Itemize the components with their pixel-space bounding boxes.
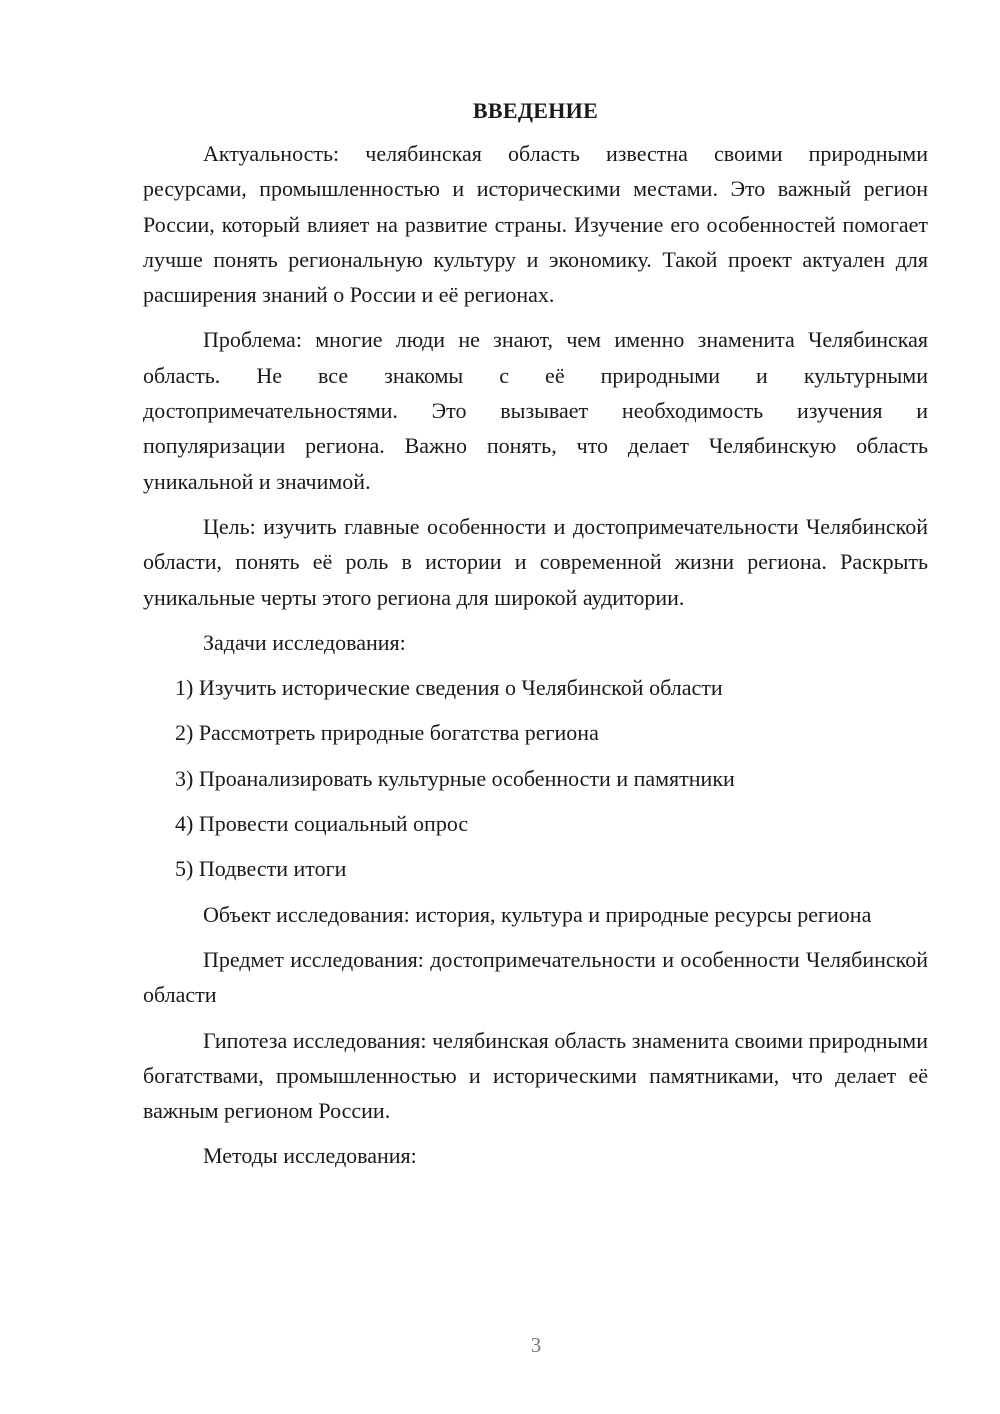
page-number: 3	[530, 1333, 542, 1357]
list-item: 4) Провести социальный опрос	[175, 811, 469, 837]
tasks-heading: Задачи исследования:	[203, 629, 406, 655]
document-body	[143, 96, 928, 1184]
object-paragraph: Объект исследования: история, культура и природные ресурсы региона	[203, 901, 872, 927]
list-item: 1) Изучить исторические сведения о Челябинской области	[175, 675, 723, 701]
list-item: 3) Проанализировать культурные особенности и памятники	[175, 765, 735, 791]
tasks-list	[143, 670, 928, 886]
problem-paragraph: Проблема: многие люди не знают, чем именно знаменита Челябинская область. Не все знакомы с её природными и культурными достопримечательностями. Это вызывает необходимость изучения и популяризации региона. Важно понять, что делает Челябинскую область уникальной и значимой.	[143, 327, 928, 494]
list-item: 5) Подвести итоги	[175, 856, 347, 882]
methods-heading: Методы исследования:	[203, 1143, 417, 1169]
relevance-paragraph: Актуальность: челябинская область известна своими природными ресурсами, промышленностью и историческими местами. Это важный регион России, который влияет на развитие страны. Изучение его особенностей помогает лучше понять региональную культуру и экономику. Такой проект актуален для расширения знаний о России и её регионах.	[143, 141, 928, 308]
page-title: ВВЕДЕНИЕ	[472, 98, 599, 123]
list-item: 2) Рассмотреть природные богатства региона	[175, 720, 599, 746]
hypothesis-paragraph: Гипотеза исследования: челябинская область знаменита своими природными богатствами, промышленностью и историческими памятниками, что делает её важным регионом России.	[143, 1027, 928, 1124]
subject-paragraph: Предмет исследования: достопримечательности и особенности Челябинской области	[143, 946, 928, 1008]
goal-paragraph: Цель: изучить главные особенности и достопримечательности Челябинской области, понять её роль в истории и современной жизни региона. Раскрыть уникальные черты этого региона для широкой аудитории.	[143, 513, 928, 610]
